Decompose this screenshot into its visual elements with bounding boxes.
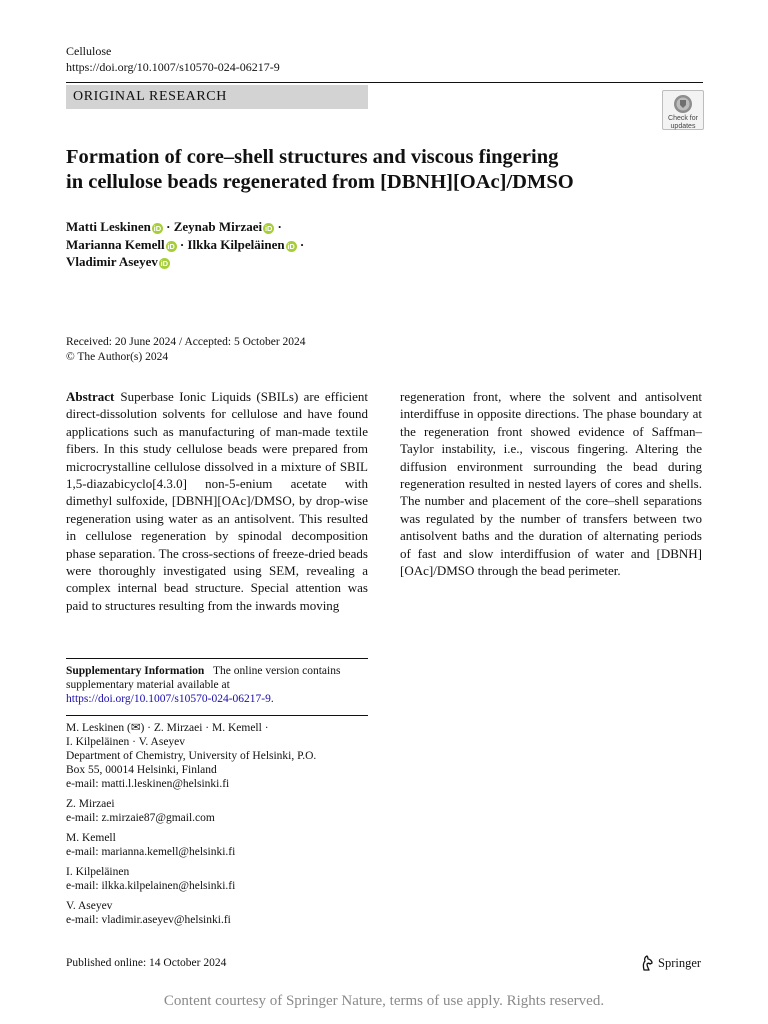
supplementary-label: Supplementary Information — [66, 665, 205, 677]
orcid-icon[interactable]: iD — [167, 241, 175, 251]
journal-header — [66, 43, 280, 75]
contact-block — [66, 831, 368, 859]
contact-email[interactable]: e-mail: matti.l.leskinen@helsinki.fi — [66, 778, 230, 790]
title-line-2: in cellulose beads regenerated from [DBNH][OAc]/DMSO — [66, 171, 574, 193]
orcid-icon[interactable]: iD — [153, 224, 162, 233]
orcid-icon[interactable]: iD — [287, 241, 295, 251]
supplementary-link[interactable]: https://doi.org/10.1007/s10570-024-06217-9 — [66, 693, 271, 705]
supplementary-link-suffix: . — [270, 693, 274, 705]
title-line-1: Formation of core–shell structures and viscous fingering — [66, 146, 559, 168]
article-dates — [66, 335, 306, 365]
author-separator: · — [274, 219, 286, 234]
abstract-text-right: regeneration front, where the solvent and antisolvent interdiffuse in opposite directions. The phase boundary at the regeneration front showed evidence of Saffman–Taylor instability, i.e., viscous fingering. Altering the diffusion environment surrounding the bead during regeneration resulted in nested layers of cores and shells. The number and placement of the core–shell separations was regulated by the number of transfers between two antisolvent baths and the duration of alternating periods of fast and slow interdiffusion of water and [DBNH][OAc]/DMSO through the bead perimeter. — [400, 389, 702, 579]
affiliations — [66, 721, 368, 933]
author-name[interactable]: Zeynab Mirzaei — [173, 219, 263, 234]
author-list — [66, 218, 486, 271]
department-line1: Department of Chemistry, University of Helsinki, P.O. — [66, 750, 317, 762]
contact-block — [66, 797, 368, 825]
author-separator: · — [296, 236, 308, 252]
crossmark-label-line1: Check for — [668, 115, 698, 122]
orcid-icon[interactable]: iD — [264, 224, 273, 233]
crossmark-label-line2: updates — [670, 123, 696, 130]
affiliation-names-line1: M. Leskinen (✉) · Z. Mirzaei · M. Kemell · — [66, 722, 269, 734]
publisher-name: Springer — [658, 956, 702, 970]
article-title — [66, 145, 666, 195]
author-name[interactable]: Marianna Kemell — [66, 236, 165, 252]
affiliation-rule — [66, 715, 368, 716]
abstract-label: Abstract — [66, 389, 115, 404]
check-for-updates-button[interactable] — [662, 90, 704, 130]
contact-block — [66, 899, 368, 927]
supplementary-text: The online version contains supplementary material available at — [66, 665, 341, 691]
contact-name: I. Kilpeläinen — [66, 866, 130, 878]
contact-email[interactable]: e-mail: marianna.kemell@helsinki.fi — [66, 846, 236, 858]
author-name[interactable]: Vladimir Aseyev — [66, 254, 158, 269]
abstract-left-column — [66, 388, 368, 614]
contact-name: Z. Mirzaei — [66, 798, 115, 810]
journal-name: Cellulose — [66, 44, 112, 58]
contact-name: V. Aseyev — [66, 900, 113, 912]
crossmark-icon — [673, 94, 693, 114]
contact-email[interactable]: e-mail: vladimir.aseyev@helsinki.fi — [66, 914, 231, 926]
author-name[interactable]: Ilkka Kilpeläinen — [187, 236, 285, 252]
footnote-rule — [66, 658, 368, 659]
abstract-right-column — [400, 388, 702, 579]
contact-email[interactable]: e-mail: z.mirzaie87@gmail.com — [66, 812, 215, 824]
department-line2: Box 55, 00014 Helsinki, Finland — [66, 764, 217, 776]
contact-name: M. Kemell — [66, 832, 116, 844]
copyright-notice: © The Author(s) 2024 — [66, 351, 169, 363]
author-name[interactable]: Matti Leskinen — [66, 219, 151, 234]
abstract-text-left: Superbase Ionic Liquids (SBILs) are efficient direct-dissolution solvents for cellulose and have found applications such as manufacturing of man-made textile fibers. In this study cellulose beads were prepared from microcrystalline cellulose dissolved in a mixture of SBIL 1,5-diazabicyclo[4.3.0] non-5-enium acetate with dimethyl sulfoxide, [DBNH][OAc]/DMSO, by drop-wise regeneration using water as an antisolvent. This resulted in cellulose regeneration by spinodal decomposition phase separation. The cross-sections of freeze-dried beads were thoroughly investigated using SEM, revealing a complex internal bead structure. Special attention was paid to structures resulting from the inwards moving — [66, 389, 368, 613]
header-rule — [66, 82, 703, 83]
author-separator: · — [162, 219, 174, 234]
contact-email[interactable]: e-mail: ilkka.kilpelainen@helsinki.fi — [66, 880, 236, 892]
received-accepted-dates: Received: 20 June 2024 / Accepted: 5 October 2024 — [66, 336, 306, 348]
affiliation-names-line2: I. Kilpeläinen · V. Aseyev — [66, 736, 186, 748]
author-separator: · — [176, 236, 188, 252]
orcid-icon[interactable]: iD — [160, 259, 169, 268]
section-label: ORIGINAL RESEARCH — [66, 85, 368, 109]
springer-horse-icon — [640, 955, 654, 971]
supplementary-info — [66, 664, 368, 706]
publisher-logo[interactable] — [640, 954, 701, 972]
article-doi[interactable]: https://doi.org/10.1007/s10570-024-06217-9 — [66, 60, 280, 74]
affiliation-block — [66, 721, 368, 791]
published-online-date: Published online: 14 October 2024 — [66, 957, 227, 969]
contact-block — [66, 865, 368, 893]
content-courtesy-note: Content courtesy of Springer Nature, terms of use apply. Rights reserved. — [163, 993, 605, 1009]
